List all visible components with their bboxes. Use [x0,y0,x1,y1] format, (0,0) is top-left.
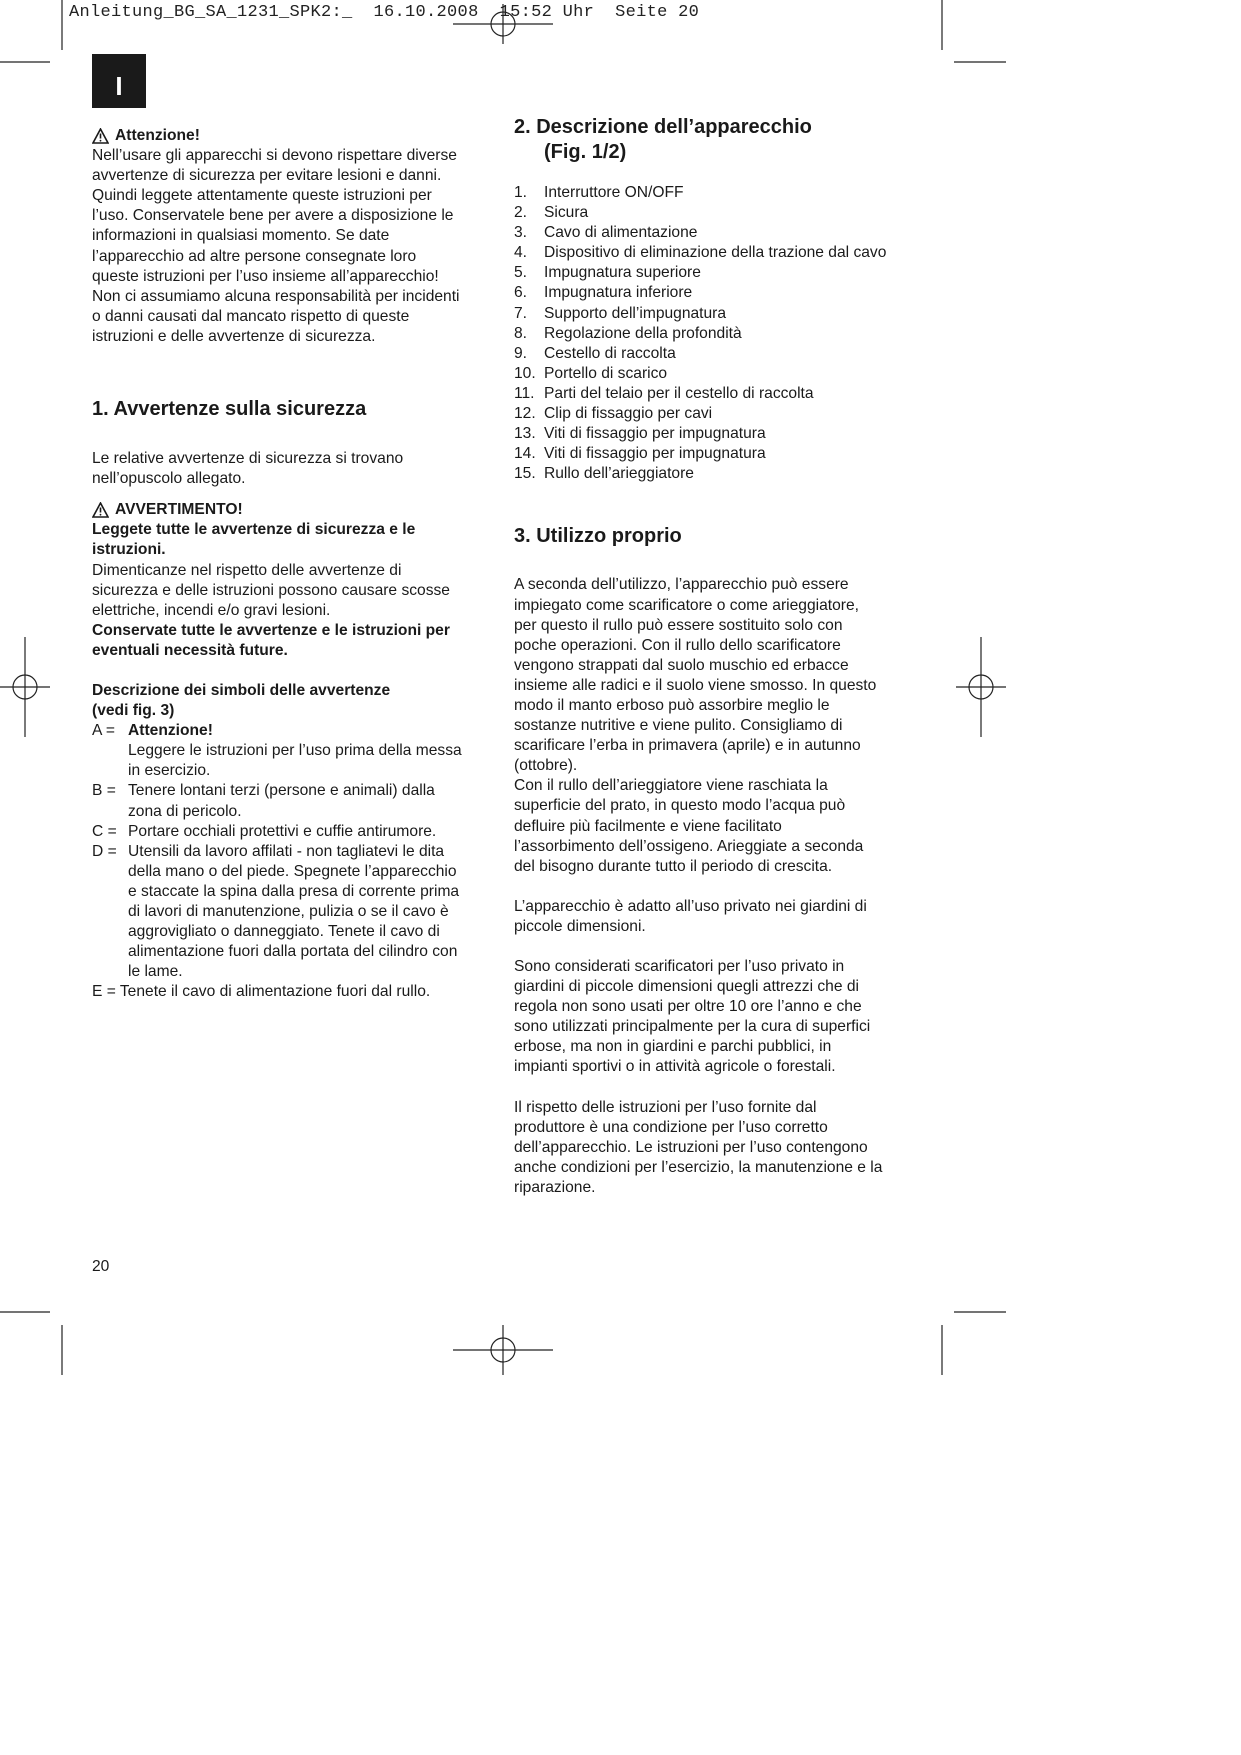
registration-mark-bottom [453,1325,553,1375]
item-number: 13. [514,425,536,443]
text-line: alimentazione fuori dalla portata del cilindro con [128,943,458,961]
warning-heading-text: AVVERTIMENTO! [115,501,243,519]
text-line: Il rispetto delle istruzioni per l’uso fornite dal [514,1098,817,1116]
item-number: 2. [514,204,528,222]
item-number: 9. [514,344,528,362]
attention-heading-text: Attenzione! [115,127,200,144]
warning-triangle-icon [92,502,109,518]
list-item [514,444,914,464]
text-line: anche condizioni per l’esercizio, la manutenzione e la [514,1158,883,1176]
text-line: Le relative avvertenze di sicurezza si trovano [92,450,404,468]
text-line: Dimenticanze nel rispetto delle avvertenze di [92,561,402,579]
warning-triangle-icon [92,128,109,144]
text-line: e staccate la spina dalla presa di corrente prima [128,882,460,900]
symbol-key: A = [92,722,115,740]
text-line: impianti sportivi o in attività agricole o forestali. [514,1058,836,1076]
text-line: istruzioni e delle avvertenze di sicurezza. [92,327,376,345]
text-line: giardini di piccole dimensioni quegli attrezzi che di [514,978,859,996]
text-line: l’assorbimento dell’ossigeno. Arieggiate a seconda [514,837,864,855]
text-line: scarificare l’erba in primavera (aprile) e in autunno [514,737,861,755]
item-number: 12. [514,405,536,423]
right-column [514,115,914,1198]
print-header: Anleitung_BG_SA_1231_SPK2:_ 16.10.2008 15:52 Uhr Seite 20 [69,3,700,22]
text-line: per questo il rullo può essere sostituito solo con [514,616,843,634]
section3-paragraph-4 [514,1098,914,1198]
text-line: insieme alle radici e il suolo viene smosso. In questo [514,676,877,694]
text-line: informazioni in qualsiasi momento. Se date [92,227,390,245]
text-line: Utensili da lavoro affilati - non tagliatevi le dita [128,842,445,860]
text-line: regola non sono usati per oltre 10 ore l’anno e che [514,998,862,1016]
item-text: Portello di scarico [544,364,668,382]
item-number: 8. [514,324,528,342]
warning-text [92,561,492,621]
text-line: produttore è una condizione per l’uso corretto [514,1118,828,1136]
symbol-key: B = [92,782,116,800]
text-line: della mano o del piede. Spegnete l’apparecchio [128,862,457,880]
text-line: Non ci assumiamo alcuna responsabilità per incidenti [92,287,460,305]
text-line: Quindi leggete attentamente queste istruzioni per [92,187,432,205]
text-line: queste istruzioni per l’uso insieme all’apparecchio! [92,267,439,285]
list-item [514,283,914,303]
text-line: (ottobre). [514,757,578,775]
text-line: in esercizio. [128,762,211,780]
item-text: Regolazione della profondità [544,324,742,342]
text-line: zona di pericolo. [128,802,242,820]
list-item [514,304,914,324]
text-line: erbose, ma non in giardini e parchi pubblici, in [514,1038,832,1056]
text-line: aggrovigliato o danneggiato. Tenete il cavo di [128,923,440,941]
text-line: vengono strappati dal suolo muschio ed erbacce [514,656,849,674]
text-line: defluire più facilmente e viene facilitato [514,817,782,835]
text-line: l’uso. Conservatele bene per avere a disposizione le [92,207,454,225]
text-line: riparazione. [514,1178,596,1196]
text-line: elettriche, incendi e/o gravi lesioni. [92,601,331,619]
text-line: Conservate tutte le avvertenze e le istruzioni per [92,621,450,639]
text-line: o danni causati dal mancato rispetto di queste [92,307,410,325]
symbols-list [92,721,492,1002]
symbol-item-a [92,721,492,781]
section2-heading [514,115,914,165]
item-text: Dispositivo di eliminazione della trazione dal cavo [544,244,887,262]
text-line: del bisogno durante tutto il periodo di crescita. [514,857,833,875]
section1-heading: 1. Avvertenze sulla sicurezza [92,398,367,421]
text-line: sostanze nutritive e viene pulito. Consigliamo di [514,717,843,735]
symbol-item-c [92,822,492,842]
list-item [514,263,914,283]
section3-paragraph-2 [514,897,914,937]
item-text: Supporto dell’impugnatura [544,304,727,322]
section3-paragraph-3 [514,957,914,1078]
attention-heading [92,126,492,146]
text-line: eventuali necessità future. [92,641,288,659]
list-item [514,404,914,424]
item-number: 3. [514,224,528,242]
text-line: Con il rullo dell’arieggiatore viene raschiata la [514,777,828,795]
list-item [514,223,914,243]
item-text: Cestello di raccolta [544,344,676,362]
text-line: poche operazioni. Con il rullo dello scarificatore [514,636,841,654]
text-line: sono utilizzati principalmente per la cura di superfici [514,1018,871,1036]
attention-text [92,146,492,347]
text-line: modo il manto erboso può assorbire meglio le [514,696,830,714]
item-number: 10. [514,364,536,382]
registration-mark-left [0,637,50,737]
text-line: nell’opuscolo allegato. [92,470,246,488]
item-text: Sicura [544,204,589,222]
symbol-item-e: E = Tenete il cavo di alimentazione fuori dal rullo. [92,983,431,1001]
item-text: Parti del telaio per il cestello di raccolta [544,384,814,402]
page-number: 20 [92,1258,110,1275]
text-line: l’apparecchio ad altre persone consegnate loro [92,247,417,265]
text-line: A seconda dell’utilizzo, l’apparecchio può essere [514,576,849,594]
symbol-key: C = [92,822,117,840]
list-item [514,384,914,404]
item-number: 1. [514,184,528,201]
symbol-item-b [92,781,492,821]
symbol-item-d [92,842,492,983]
symbol-key: D = [92,842,117,860]
item-number: 4. [514,244,528,262]
text-line: Tenere lontani terzi (persone e animali) dalla [128,782,435,800]
text-line: Nell’usare gli apparecchi si devono rispettare diverse [92,147,457,165]
text-line: sicurezza e delle istruzioni possono causare scosse [92,581,450,599]
keep-instructions-text [92,621,492,661]
text-line: Portare occhiali protettivi e cuffie antirumore. [128,822,437,840]
text-line: superficie del prato, in questo modo l’acqua può [514,797,846,815]
item-text: Interruttore ON/OFF [544,184,684,201]
component-list [514,183,914,484]
text-line: impiegato come scarificatore o come arieggiatore, [514,596,859,614]
text-line: Leggere le istruzioni per l’uso prima della messa [128,742,462,760]
section3-heading: 3. Utilizzo proprio [514,525,682,548]
text-line: Leggete tutte le avvertenze di sicurezza e le [92,521,416,539]
section3-paragraph-1 [514,575,914,876]
registration-mark-right [956,637,1006,737]
item-text: Clip di fissaggio per cavi [544,405,713,423]
left-column [92,126,492,1002]
item-text: Impugnatura inferiore [544,284,693,302]
warning-heading [92,500,492,520]
item-number: 5. [514,264,528,282]
text-line: di lavori di manutenzione, pulizia o se il cavo è [128,903,449,920]
section1-intro [92,449,492,489]
list-item [514,203,914,223]
section2-heading-line: 2. Descrizione dell’apparecchio [514,116,812,138]
language-tab: I [92,54,146,108]
section2-heading-figref: (Fig. 1/2) [544,141,627,163]
list-item [514,324,914,344]
text-line: le lame. [128,963,183,981]
item-number: 11. [514,384,535,402]
item-number: 14. [514,445,536,463]
item-number: 15. [514,465,536,483]
text-line: Sono considerati scarificatori per l’uso privato in [514,958,845,975]
item-text: Impugnatura superiore [544,264,701,282]
item-number: 6. [514,284,528,302]
list-item [514,464,914,484]
list-item [514,344,914,364]
symbols-heading [92,681,492,721]
text-line: istruzioni. [92,541,166,559]
item-text: Viti di fissaggio per impugnatura [544,425,766,443]
text-line: L’apparecchio è adatto all’uso privato nei giardini di [514,897,867,915]
text-line: (vedi fig. 3) [92,702,175,720]
text-line: dell’apparecchio. Le istruzioni per l’uso contengono [514,1138,868,1156]
list-item [514,364,914,384]
item-text: Rullo dell’arieggiatore [544,465,694,483]
warning-bold-text [92,520,492,560]
item-text: Viti di fissaggio per impugnatura [544,445,766,463]
text-line: piccole dimensioni. [514,917,646,935]
list-item [514,183,914,203]
item-text: Cavo di alimentazione [544,224,698,242]
text-line: Descrizione dei simboli delle avvertenze [92,681,391,699]
symbol-title: Attenzione! [128,722,213,740]
list-item [514,243,914,263]
list-item [514,424,914,444]
text-line: avvertenze di sicurezza per evitare lesioni e danni. [92,167,442,185]
item-number: 7. [514,304,528,322]
